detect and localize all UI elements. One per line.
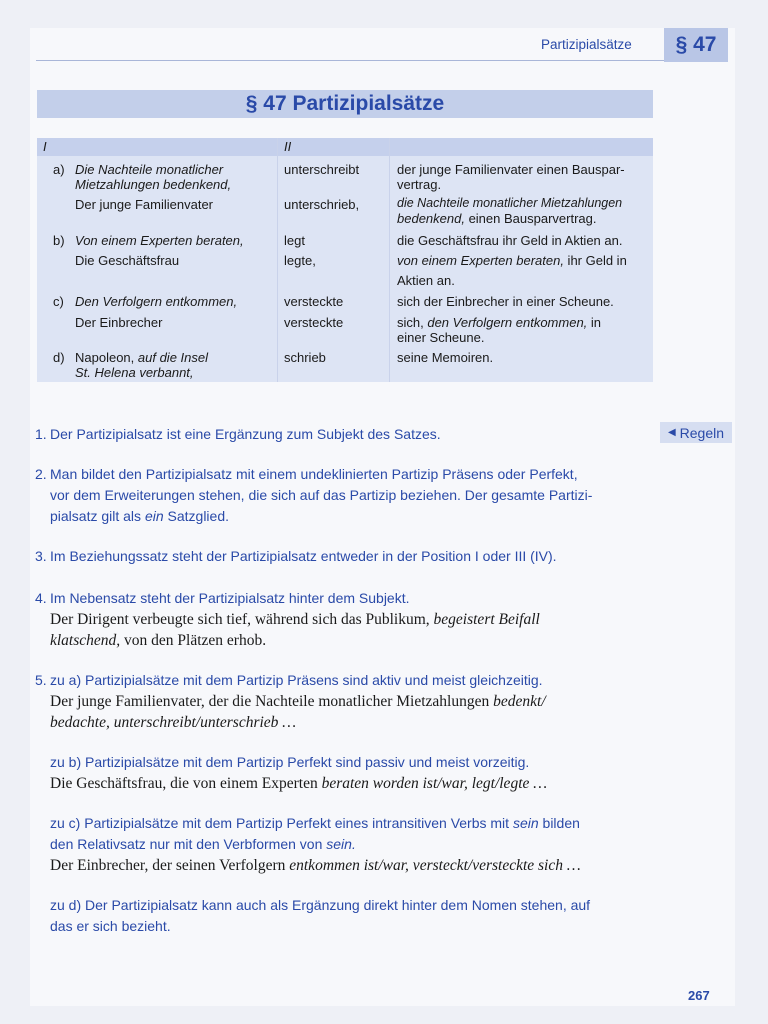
arrow-left-icon: ◀ xyxy=(667,427,676,438)
rule-1 xyxy=(35,424,660,445)
section-title: § 47 Partizipialsätze xyxy=(37,90,653,118)
rule-5b xyxy=(35,752,660,794)
row-c-rest2-plain-b: in xyxy=(587,315,602,330)
rules-label: Regeln xyxy=(679,424,725,441)
rule-5a-example-line1: Der junge Familienvater, der die Nachteile monatlicher Mietzahlungen xyxy=(50,693,494,710)
row-c-rest2-italic: den Verfolgern entkommen, xyxy=(427,315,588,330)
row-a-participle-line1: Die Nachteile monatlicher xyxy=(75,162,224,177)
running-title: Partizipialsätze xyxy=(541,37,632,52)
row-a-rest2-italic-line1: die Nachteile monatlicher Mietzahlungen xyxy=(397,196,623,210)
rule-3 xyxy=(35,546,660,567)
column-divider xyxy=(277,138,278,382)
rule-5b-example: Die Geschäftsfrau, die von einem Experten xyxy=(50,775,322,792)
rule-4-text: Im Nebensatz steht der Partizipialsatz hinter dem Subjekt. xyxy=(50,590,410,606)
row-b-subject: Die Geschäftsfrau xyxy=(75,253,180,268)
row-c-rest1: sich der Einbrecher in einer Scheune. xyxy=(397,294,614,309)
row-d-participle-line2: St. Helena verbannt, xyxy=(75,365,194,380)
row-c-subject: Der Einbrecher xyxy=(75,315,163,330)
rule-2-line1: Man bildet den Partizipialsatz mit einem undeklinierten Partizip Präsens oder Perfekt, xyxy=(50,466,578,482)
rule-5c-example: Der Einbrecher, der seinen Verfolgern xyxy=(50,857,290,874)
header-divider xyxy=(36,60,664,61)
rule-5a-text: zu a) Partizipialsätze mit dem Partizip Präsens sind aktiv und meist gleichzeitig. xyxy=(50,672,543,688)
rule-5b-text: zu b) Partizipialsätze mit dem Partizip Perfekt sind passiv und meist vorzeitig. xyxy=(50,754,530,770)
row-c-rest2-plain-a: sich, xyxy=(397,315,428,330)
rule-2-line2: vor dem Erweiterungen stehen, die sich auf das Partizip beziehen. Der gesamte Partizi- xyxy=(50,487,593,503)
row-c-participle: Den Verfolgern entkommen, xyxy=(75,294,238,309)
row-c-verb2: versteckte xyxy=(284,315,344,330)
row-d-rest1: seine Memoiren. xyxy=(397,350,494,365)
row-a-rest1-line1: der junge Familienvater einen Bauspar- xyxy=(397,162,625,177)
rule-2-line3-a: pialsatz gilt als xyxy=(50,508,145,524)
row-d-subject: Napoleon, xyxy=(75,350,138,365)
rule-5a-example-italic-1: bedenkt/ xyxy=(493,693,546,710)
rule-number: 2. xyxy=(35,466,47,482)
rule-5c-example-italic: entkommen ist/war, versteckt/versteckte sich … xyxy=(289,857,581,874)
row-d-verb1: schrieb xyxy=(284,350,326,365)
rule-5c xyxy=(35,813,660,876)
row-b-verb2: legte, xyxy=(284,253,316,268)
rules-marker xyxy=(660,422,732,443)
row-b-rest1: die Geschäftsfrau ihr Geld in Aktien an. xyxy=(397,233,623,248)
row-b-rest2-line2: Aktien an. xyxy=(397,273,455,288)
rule-5c-line2: den Relativsatz nur mit den Verbformen von xyxy=(50,836,327,852)
rule-number: 1. xyxy=(35,426,47,442)
rule-5a-example-italic-2: bedachte, unterschreibt/unterschrieb … xyxy=(50,714,297,731)
column-header-i: I xyxy=(37,138,277,156)
rule-3-text: Im Beziehungssatz steht der Partizipialsatz entweder in der Position I oder III (IV). xyxy=(50,548,557,564)
row-a-participle-line2: Mietzahlungen bedenkend, xyxy=(75,177,232,192)
row-a-subject: Der junge Familienvater xyxy=(75,197,214,212)
rule-5b-example-italic: beraten worden ist/war, legt/legte … xyxy=(321,775,548,792)
row-a-rest2-italic-line2: bedenkend, xyxy=(397,211,465,226)
column-header-ii: II xyxy=(278,138,653,156)
row-a-rest2-plain: einen Bausparvertrag. xyxy=(464,211,597,226)
rule-5d xyxy=(35,895,660,937)
rule-5c-line1-italic: sein xyxy=(512,815,539,831)
rule-2-line3-italic: ein xyxy=(144,508,164,524)
rule-5c-line1-b: bilden xyxy=(538,815,580,831)
rule-4-example-italic-1: begeistert Beifall xyxy=(433,611,540,628)
row-letter: c) xyxy=(53,294,64,309)
row-a-rest1-line2: vertrag. xyxy=(397,177,442,192)
rule-1-text: Der Partizipialsatz ist eine Ergänzung zum Subjekt des Satzes. xyxy=(50,426,441,442)
rule-5d-line2: das er sich bezieht. xyxy=(50,918,171,934)
rule-5c-line2-italic: sein. xyxy=(326,836,356,852)
rule-4 xyxy=(35,588,660,651)
rule-4-example-line1: Der Dirigent verbeugte sich tief, während sich das Publikum, xyxy=(50,611,434,628)
row-letter: d) xyxy=(53,350,65,365)
row-b-rest2-italic: von einem Experten beraten, xyxy=(397,253,564,268)
row-c-rest2-line2: einer Scheune. xyxy=(397,330,485,345)
rule-4-example-italic-2: klatschend, xyxy=(50,632,121,649)
row-d-participle-line1: auf die Insel xyxy=(137,350,208,365)
section-badge: § 47 xyxy=(664,28,728,62)
column-divider xyxy=(389,138,390,382)
rule-5c-line1: zu c) Partizipialsätze mit dem Partizip Perfekt eines intransitiven Verbs mit xyxy=(50,815,513,831)
row-b-verb1: legt xyxy=(284,233,305,248)
rule-2 xyxy=(35,464,660,527)
rule-number: 4. xyxy=(35,590,47,606)
rule-4-example-line2: von den Plätzen erhob. xyxy=(120,632,267,649)
rule-number: 5. xyxy=(35,672,47,688)
row-c-verb1: versteckte xyxy=(284,294,344,309)
example-table xyxy=(37,138,653,382)
rule-number: 3. xyxy=(35,548,47,564)
rule-2-line3-b: Satzglied. xyxy=(163,508,229,524)
row-b-participle: Von einem Experten beraten, xyxy=(75,233,244,248)
rule-5 xyxy=(35,670,660,733)
row-a-verb2: unterschrieb, xyxy=(284,197,360,212)
row-letter: b) xyxy=(53,233,65,248)
page-number: 267 xyxy=(688,988,710,1003)
rule-5d-line1: zu d) Der Partizipialsatz kann auch als Ergänzung direkt hinter dem Nomen stehen, auf xyxy=(50,897,591,913)
row-letter: a) xyxy=(53,162,65,177)
row-b-rest2-plain: ihr Geld in xyxy=(563,253,627,268)
row-a-verb1: unterschreibt xyxy=(284,162,360,177)
